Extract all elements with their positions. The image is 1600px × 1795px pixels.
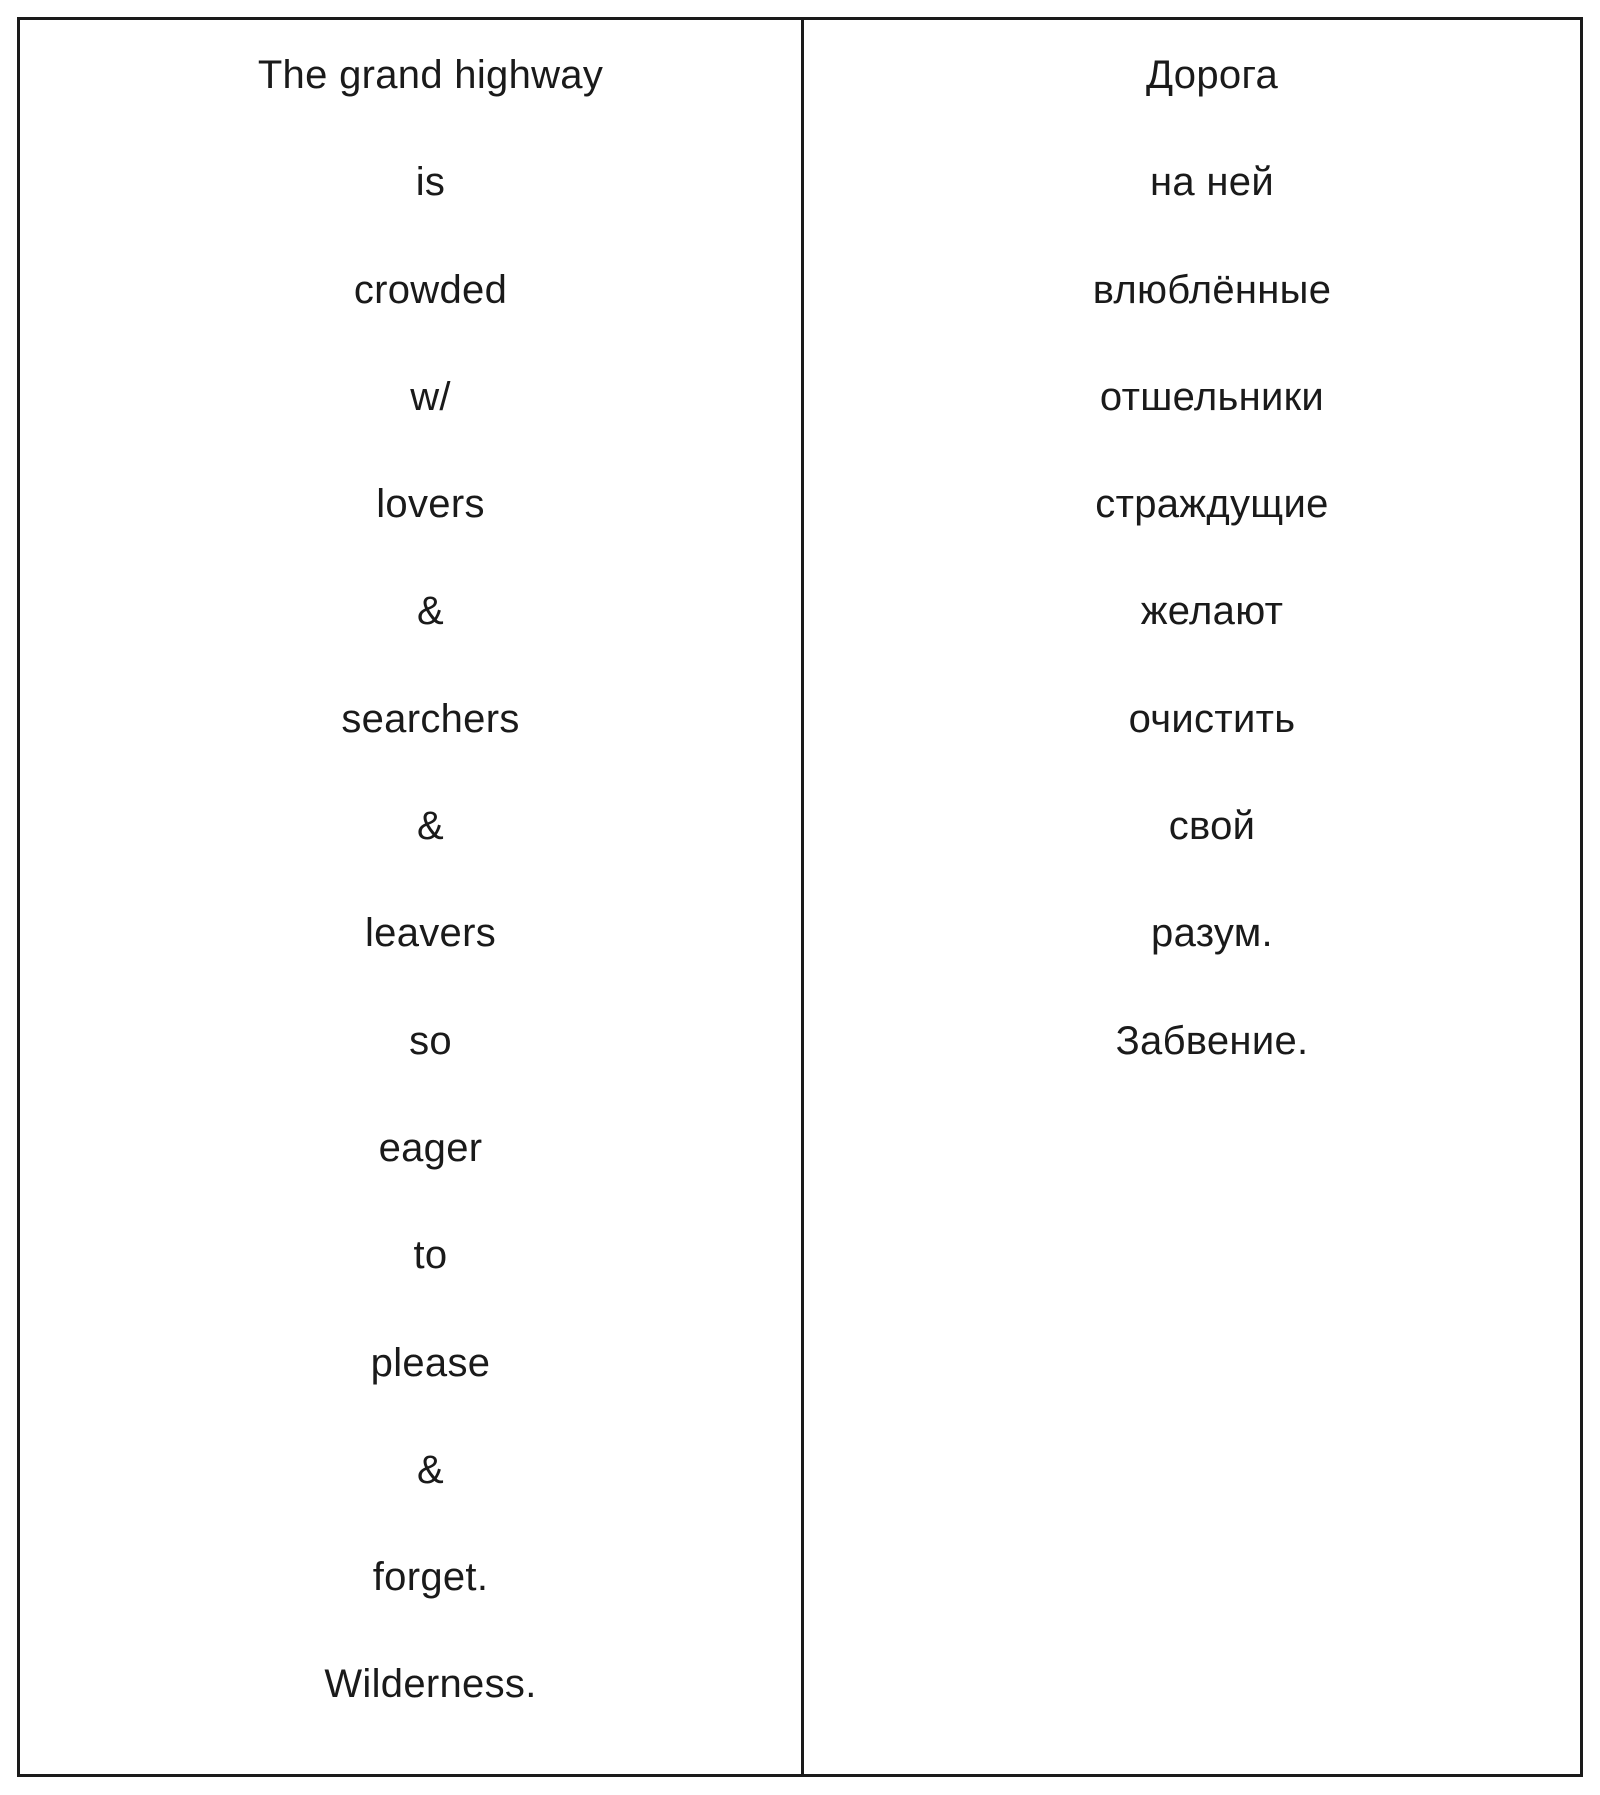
russian-line: очистить — [1128, 696, 1296, 741]
english-line: searchers — [341, 696, 520, 741]
english-column — [20, 20, 804, 1774]
english-line: forget. — [372, 1555, 489, 1600]
english-line: to — [413, 1233, 448, 1278]
english-line: crowded — [353, 267, 508, 312]
english-line: is — [415, 160, 446, 205]
poem-table — [17, 17, 1583, 1777]
russian-line: Дорога — [1145, 53, 1279, 97]
russian-lines — [804, 20, 1580, 1107]
english-line: The grand highway — [257, 53, 604, 97]
english-line: & — [417, 589, 444, 634]
russian-line: свой — [1168, 804, 1256, 849]
russian-line: влюблённые — [1092, 267, 1332, 312]
russian-line: страждущие — [1095, 482, 1329, 527]
russian-line: на ней — [1150, 160, 1274, 205]
english-line: leavers — [364, 911, 497, 956]
russian-line: Забвение. — [1115, 1018, 1309, 1063]
russian-line: отшельники — [1099, 374, 1325, 419]
russian-line: разум. — [1151, 911, 1273, 956]
russian-column — [804, 20, 1580, 1774]
english-line: eager — [378, 1125, 483, 1170]
english-line: please — [370, 1340, 491, 1385]
english-line: so — [409, 1018, 452, 1063]
english-line: & — [417, 1447, 444, 1492]
english-line: & — [417, 804, 444, 849]
english-line: w/ — [410, 374, 451, 419]
english-line: lovers — [376, 482, 485, 527]
russian-line: желают — [1140, 589, 1284, 634]
english-lines — [20, 20, 801, 1751]
english-line: Wilderness. — [324, 1662, 537, 1707]
